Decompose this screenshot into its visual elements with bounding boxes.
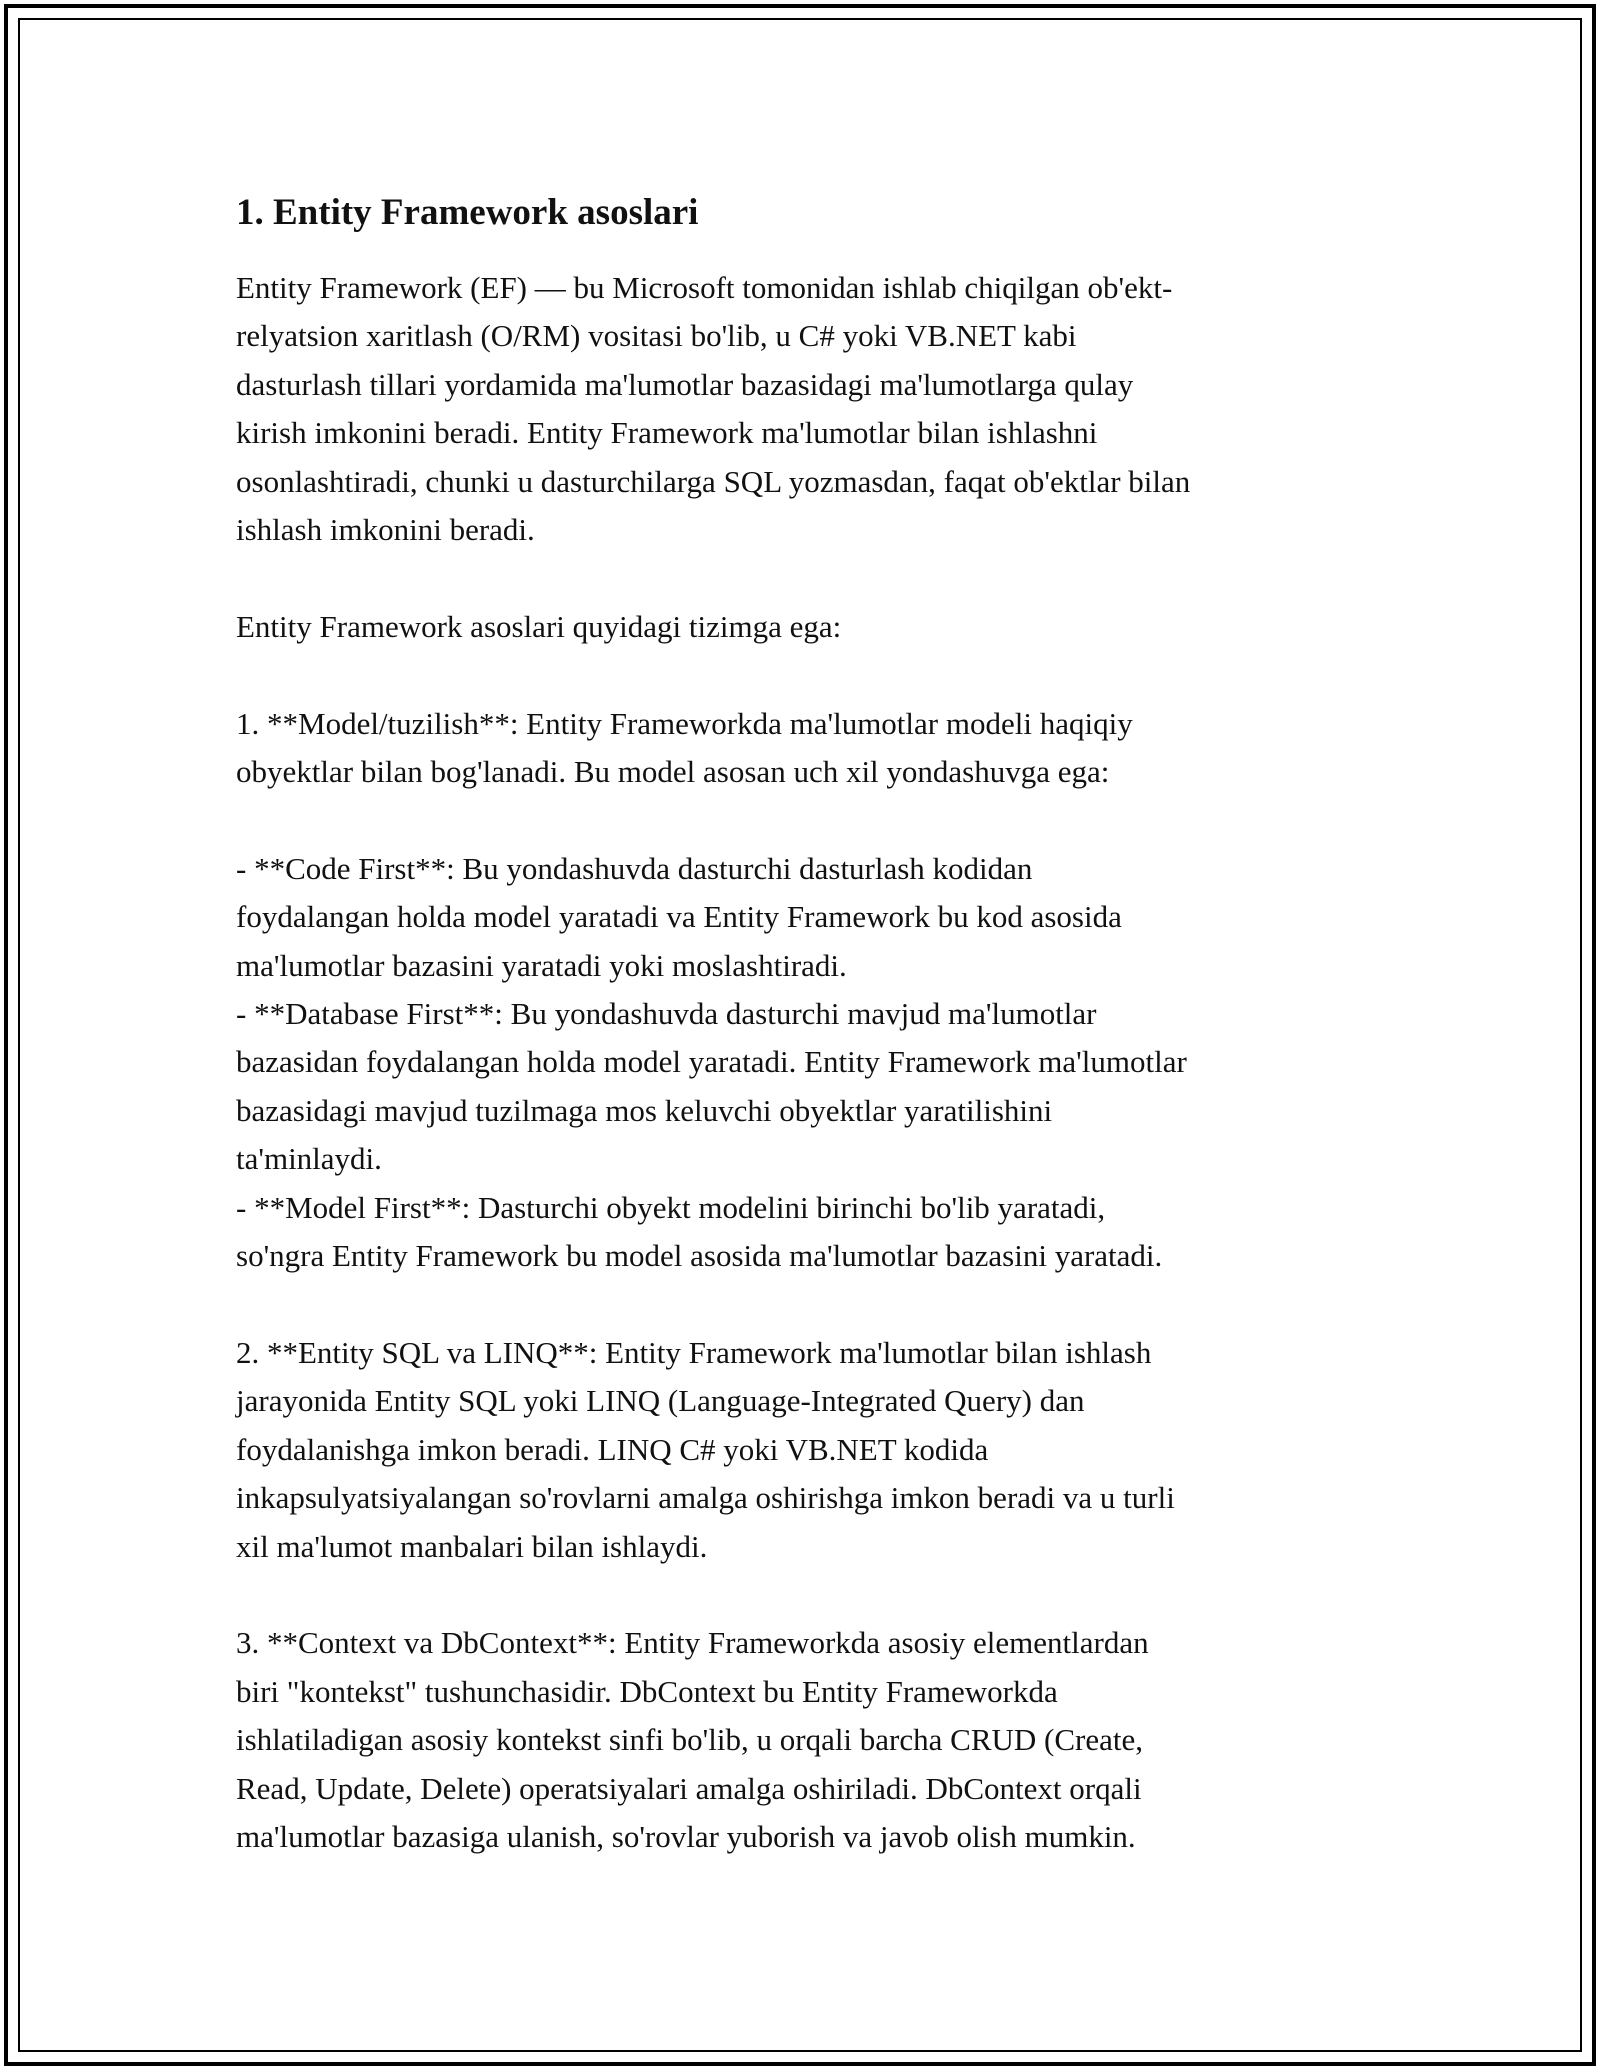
sub-item-model-first: - **Model First**: Dasturchi obyekt modelini birinchi bo'lib yaratadi, so'ngra Entity Framework bu model asosida ma'lumotlar bazasini yaratadi. xyxy=(236,1189,1163,1274)
paragraph-gap xyxy=(236,651,1376,699)
document-title: 1. Entity Framework asoslari xyxy=(236,192,699,233)
paragraph-gap xyxy=(236,1571,1376,1619)
document-body xyxy=(236,188,1376,1861)
paragraph-gap xyxy=(236,796,1376,844)
list-item-entity-sql-linq: 2. **Entity SQL va LINQ**: Entity Framework ma'lumotlar bilan ishlash jarayonida Entity SQL yoki LINQ (Language-Integrated Query) dan foydalanishga imkon beradi. LINQ C# yoki VB.NET kodida inkapsulyatsiyalangan so'rovlarni amalga oshirishga imkon beradi va u turli xil ma'lumot manbalari bilan ishlaydi. xyxy=(236,1334,1175,1564)
list-item-model: 1. **Model/tuzilish**: Entity Frameworkda ma'lumotlar modeli haqiqiy obyektlar bilan bog'lanadi. Bu model asosan uch xil yondashuvga ega: xyxy=(236,705,1133,790)
sub-item-database-first: - **Database First**: Bu yondashuvda dasturchi mavjud ma'lumotlar bazasidan foydalangan holda model yaratadi. Entity Framework ma'lumotlar bazasidagi mavjud tuzilmaga mos keluvchi obyektlar yaratilishini ta'minlaydi. xyxy=(236,996,1187,1177)
intro-paragraph: Entity Framework (EF) — bu Microsoft tomonidan ishlab chiqilgan ob'ekt- relyatsion xaritlash (O/RM) vositasi bo'lib, u C# yoki VB.NET kabi dasturlash tillari yordamida ma'lumotlar bazasidagi ma'lumotlarga qulay kirish imkonini beradi. Entity Framework ma'lumotlar bilan ishlashni osonlashtiradi, chunki u dasturchilarga SQL yozmasdan, faqat ob'ektlar bilan ishlash imkonini beradi. xyxy=(236,270,1191,548)
paragraph-gap xyxy=(236,554,1376,602)
lead-paragraph: Entity Framework asoslari quyidagi tizimga ega: xyxy=(236,608,842,644)
sub-item-code-first: - **Code First**: Bu yondashuvda dasturchi dasturlash kodidan foydalangan holda model yaratadi va Entity Framework bu kod asosida ma'lumotlar bazasini yaratadi yoki moslashtiradi. xyxy=(236,850,1122,983)
list-item-context-dbcontext: 3. **Context va DbContext**: Entity Frameworkda asosiy elementlardan biri "kontekst" tushunchasidir. DbContext bu Entity Frameworkda ishlatiladigan asosiy kontekst sinfi bo'lib, u orqali barcha CRUD (Create, Read, Update, Delete) operatsiyalari amalga oshiriladi. DbContext orqali ma'lumotlar bazasiga ulanish, so'rovlar yuborish va javob olish mumkin. xyxy=(236,1625,1149,1854)
paragraph-gap xyxy=(236,1280,1376,1328)
